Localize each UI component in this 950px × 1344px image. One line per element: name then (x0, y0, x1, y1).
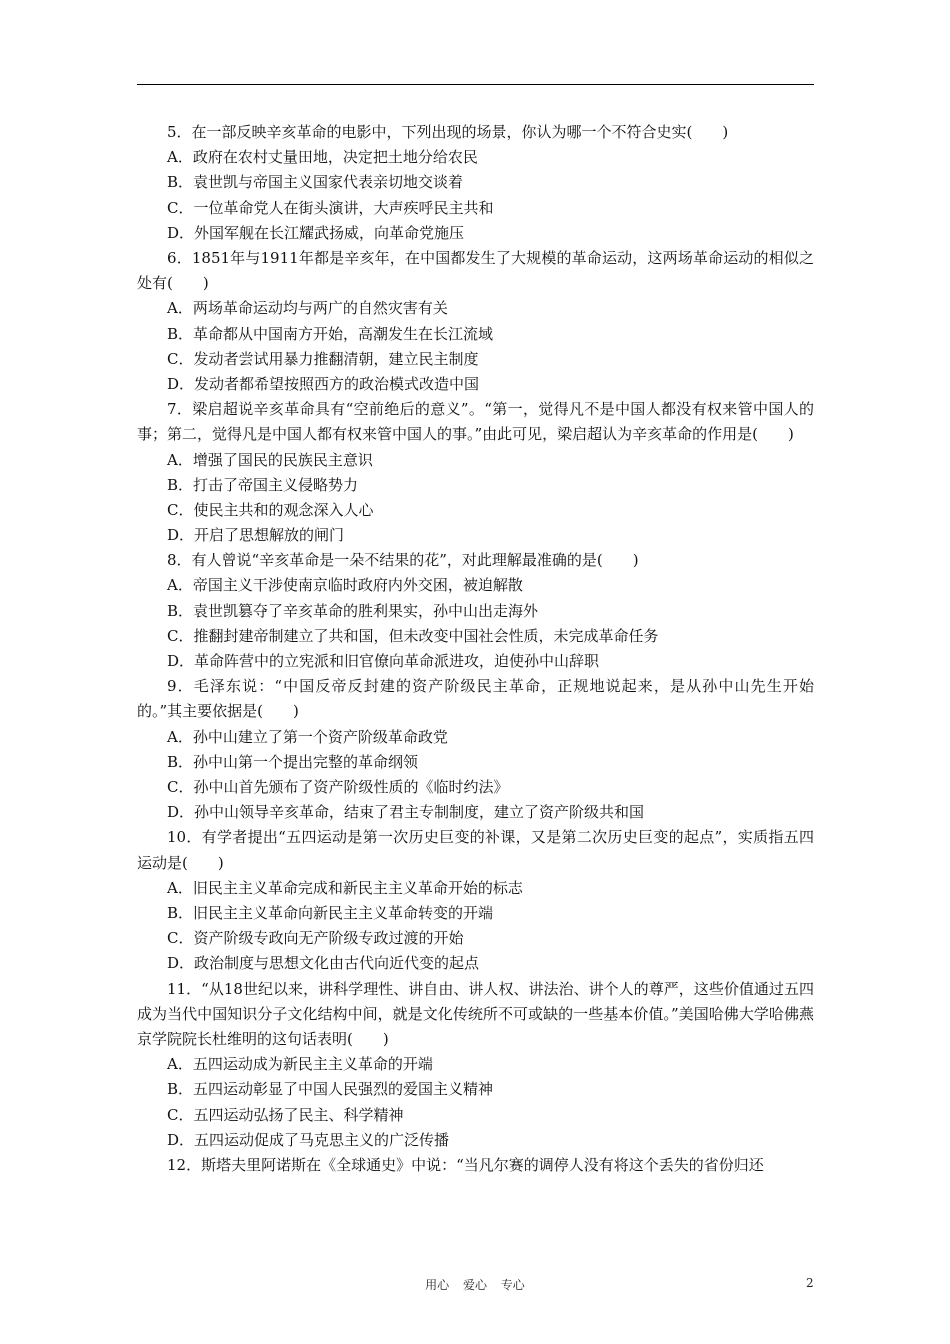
question-stem: 6．1851年与1911年都是辛亥年，在中国都发生了大规模的革命运动，这两场革命运动的相似之处有( ) (137, 248, 814, 293)
option-b: B．旧民主主义革命向新民主主义革命转变的开端 (167, 903, 494, 922)
question-stem: 9．毛泽东说：“中国反帝反封建的资产阶级民主革命，正规地说起来，是从孙中山先生开始的。”其主要依据是( ) (137, 677, 814, 721)
question-stem: 5．在一部反映辛亥革命的电影中，下列出现的场景，你认为哪一个不符合史实( ) (167, 123, 729, 141)
option-d: D．五四运动促成了马克思主义的广泛传播 (167, 1130, 450, 1149)
option-c: C．五四运动弘扬了民主、科学精神 (167, 1105, 404, 1124)
question-stem: 10．有学者提出“五四运动是第一次历史巨变的补课，又是第二次历史巨变的起点”，实质指五四运动是( ) (137, 828, 814, 872)
option-c: C．孙中山首先颁布了资产阶级性质的《临时约法》 (167, 778, 509, 796)
option-b: B．袁世凯篡夺了辛亥革命的胜利果实，孙中山出走海外 (167, 601, 539, 620)
option-a: A．五四运动成为新民主主义革命的开端 (167, 1055, 433, 1074)
option-b: B．孙中山第一个提出完整的革命纲领 (167, 752, 419, 771)
question-list (137, 120, 814, 1178)
option-c: C．发动者尝试用暴力推翻清朝，建立民主制度 (167, 349, 479, 368)
option-d: D．开启了思想解放的闸门 (167, 526, 345, 545)
option-d: D．政治制度与思想文化由古代向近代变的起点 (167, 954, 480, 973)
page-number: 2 (806, 1276, 814, 1290)
question-stem: 11．“从18世纪以来，讲科学理性、讲自由、讲人权、讲法治、讲个人的尊严，这些价值通过五四成为当代中国知识分子文化结构中间，就是文化传统所不可或缺的一些基本价值。”美国哈佛大学哈佛燕京学院院长杜维明的这句话表明( ) (137, 979, 814, 1048)
option-a: A．政府在农村丈量田地，决定把土地分给农民 (167, 148, 478, 167)
option-c: C．资产阶级专政向无产阶级专政过渡的开始 (167, 929, 464, 948)
question-10 (137, 825, 814, 976)
option-d: D．外国军舰在长江耀武扬威，向革命党施压 (167, 223, 465, 242)
question-9 (137, 674, 814, 825)
question-8 (137, 548, 814, 674)
question-5 (137, 120, 814, 246)
option-a: A．旧民主主义革命完成和新民主主义革命开始的标志 (167, 878, 523, 897)
header-rule (137, 84, 814, 85)
option-d: D．革命阵营中的立宪派和旧官僚向革命派进攻，迫使孙中山辞职 (167, 652, 600, 671)
option-a: A．孙中山建立了第一个资产阶级革命政党 (167, 727, 448, 746)
question-stem: 7．梁启超说辛亥革命具有“空前绝后的意义”。“第一，觉得凡不是中国人都没有权来管中国人的事；第二，觉得凡是中国人都有权来管中国人的事。”由此可见，梁启超认为辛亥革命的作用是( ) (137, 400, 814, 444)
option-c: C．使民主共和的观念深入人心 (167, 500, 374, 519)
option-a: A．帝国主义干涉使南京临时政府内外交困，被迫解散 (167, 576, 523, 595)
footer-slogan: 用心 爱心 专心 (425, 1278, 525, 1292)
question-7 (137, 397, 814, 548)
option-b: B．五四运动彰显了中国人民强烈的爱国主义精神 (167, 1080, 494, 1099)
question-11 (137, 977, 814, 1153)
option-b: B．打击了帝国主义侵略势力 (167, 475, 359, 494)
option-c: C．一位革命党人在街头演讲，大声疾呼民主共和 (167, 198, 494, 217)
question-stem: 8．有人曾说“辛亥革命是一朵不结果的花”，对此理解最准确的是( ) (167, 551, 639, 570)
question-6 (137, 246, 814, 397)
option-d: D．孙中山领导辛亥革命，结束了君主专制制度，建立了资产阶级共和国 (167, 803, 645, 822)
option-a: A．增强了国民的民族民主意识 (167, 450, 373, 469)
option-b: B．革命都从中国南方开始，高潮发生在长江流域 (167, 324, 494, 343)
option-a: A．两场革命运动均与两广的自然灾害有关 (167, 299, 448, 318)
question-stem: 12．斯塔夫里阿诺斯在《全球通史》中说：“当凡尔赛的调停人没有将这个丢失的省份归还 (167, 1155, 764, 1174)
option-d: D．发动者都希望按照西方的政治模式改造中国 (167, 374, 480, 393)
question-12 (137, 1153, 814, 1178)
option-c: C．推翻封建帝制建立了共和国，但未改变中国社会性质，未完成革命任务 (167, 626, 659, 645)
option-b: B．袁世凯与帝国主义国家代表亲切地交谈着 (167, 173, 464, 192)
